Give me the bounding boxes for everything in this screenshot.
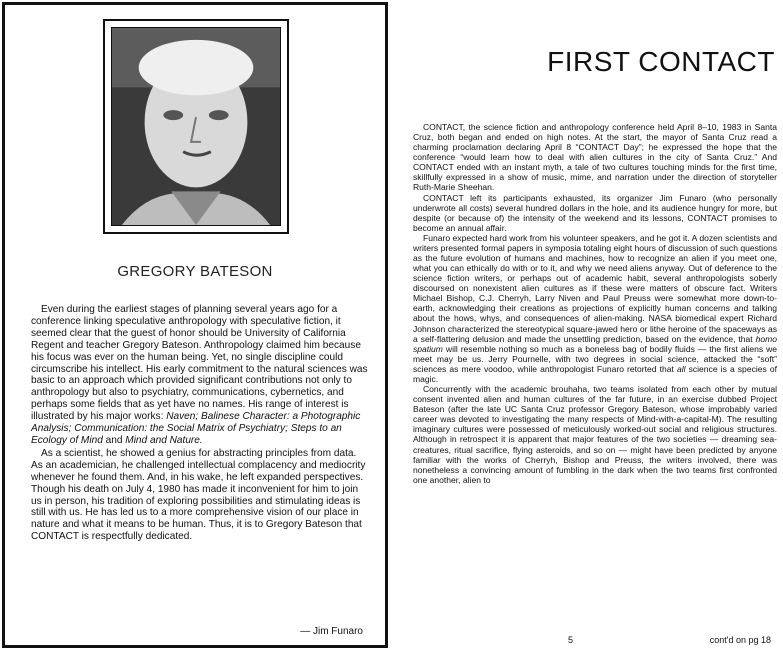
- text-span: science is a species of magic.: [413, 363, 777, 384]
- italic-term: homo spatium: [413, 333, 778, 354]
- portrait-image: [112, 28, 280, 225]
- article-paragraph: CONTACT left its participants exhausted, its organizer Jim Funaro (who personally underwrote all costs) several hundred dollars in the hole, and its audience hungry for more, but despite (or because of) the intensity of the weekend and its lessons, CONTACT promises to become an annual affair.: [413, 192, 777, 233]
- text-span: Even during the earliest stages of planning several years ago for a conference linking speculative anthropology with speculative fiction, it seemed clear that the guest of honor should be University of California Regent and teacher Gregory Bateson. Anthropology claimed him because his focus was ever on the human being. Yet, no single discipline could circumscribe his intellect. His early commitment to the natural sciences was basic to an approach which provided significant contributions not only to anthropology but also to psychiatry, communications, cybernetics, and perhaps some fields that as yet have no names. His range of interest is illustrated by his major works:: [31, 304, 368, 423]
- portrait-frame: [103, 19, 289, 234]
- portrait-photo: [111, 27, 281, 226]
- dedication-paragraph: [31, 304, 369, 447]
- article-paragraph: [413, 233, 777, 384]
- book-titles: Naven; Balinese Character: a Photographic Analysis; Communication: the Social Matrix of Psychiatry; Steps to an Ecology of Mind: [31, 411, 361, 446]
- page-number: 5: [568, 635, 574, 645]
- signature: — Jim Funaro: [300, 626, 363, 637]
- continued-note: cont'd on pg 18: [709, 635, 771, 645]
- dedication-title: GREGORY BATESON: [117, 263, 273, 280]
- text-span: will resemble nothing so much as a boneless bag of bodily fluids — the first aliens we meet may be us. Jerry Pournelle, with two degrees in social science, attacked the “soft” sciences as mere voodoo, while anthropologist Funaro retorted that: [413, 343, 778, 374]
- article-body: [413, 122, 777, 485]
- dedication-paragraph: As a scientist, he showed a genius for abstracting principles from data. As an academician, he challenged intellectual complacency and mediocrity whenever he found them. And, in his wake, he left expanded perspectives. Though his death on July 4, 1980 has made it inconvenient for him to join us in person, his tradition of exploring possibilities and stimulating ideas is still with us. He has led us to a more comprehensive vision of our place in nature and what it means to be human. Thus, it is to Gregory Bateson that CONTACT is respectfully dedicated.: [31, 447, 366, 543]
- article-title: FIRST CONTACT: [547, 46, 775, 77]
- article-paragraph: CONTACT, the science fiction and anthropology conference held April 8–10, 1983 in Santa Cruz, both began and ended on high notes. At the start, the mayor of Santa Cruz read a charming proclamation declaring April 8 “CONTACT Day”; he expressed the hope that the conference “would learn how to deal with alien cultures in the city of Santa Cruz.” And CONTACT ended with an instant myth, a tale of two cultures touching minds for the first time, skillfully expressed in a show of music, mime, and narration under the direction of storyteller Ruth-Marie Sheehan.: [413, 122, 777, 193]
- text-span: Funaro expected hard work from his volunteer speakers, and he got it. A dozen scientists and writers presented formal papers in symposia totaling eight hours of discussion of such questions as the future evolution of humans and machines, how to recognize an alien if you meet one, what you can ethically do with or to it, and why we need aliens anyway. Out of deference to the science fiction writers, or perhaps out of academic habit, several anthropologists soberly discoursed on nonexistent alien cultures as if these were matters of obscure fact. Writers Michael Bishop, C.J. Cherryh, Larry Niven and Paul Preuss were somewhat more down-to-earth, acknowledging their creations as projections of explicitly human concerns and talking about the hows, whys, and consequences of alien-making. NASA biomedical expert Richard Johnson characterized the stereotypical square-jawed hero or lithe heroine of the spaceways as a self-flattering delusion and made the unsettling prediction, based on the evidence, that: [413, 232, 777, 344]
- text-span: and: [102, 434, 126, 446]
- italic-term: all: [676, 363, 686, 374]
- book-title: Mind and Nature.: [125, 434, 203, 446]
- dedication-panel: [2, 2, 388, 648]
- article-paragraph: Concurrently with the academic brouhaha, two teams isolated from each other by mutual consent invented alien and human cultures of the far future, in an exercise dubbed Project Bateson (after the late UC Santa Cruz professor Gregory Bateson, whose improbably varied career was devoted to investigating the many respects of Mind-with-a-capital-M). The resulting imaginary cultures were possessed of meticulously worked-out social and religious structures. Although in retrospect it is apparent that major features of the two societies — dreaming sea-creatures, ritual sacrifice, flying asteroids, and so on — might have been predicted by anyone familiar with the works of Cherryh, Bishop and Preuss, the writers involved, there was nonetheless a convincing amount of fumbling in the dark when the two teams first confronted one another, alien to: [413, 384, 777, 485]
- dedication-body: [31, 304, 369, 543]
